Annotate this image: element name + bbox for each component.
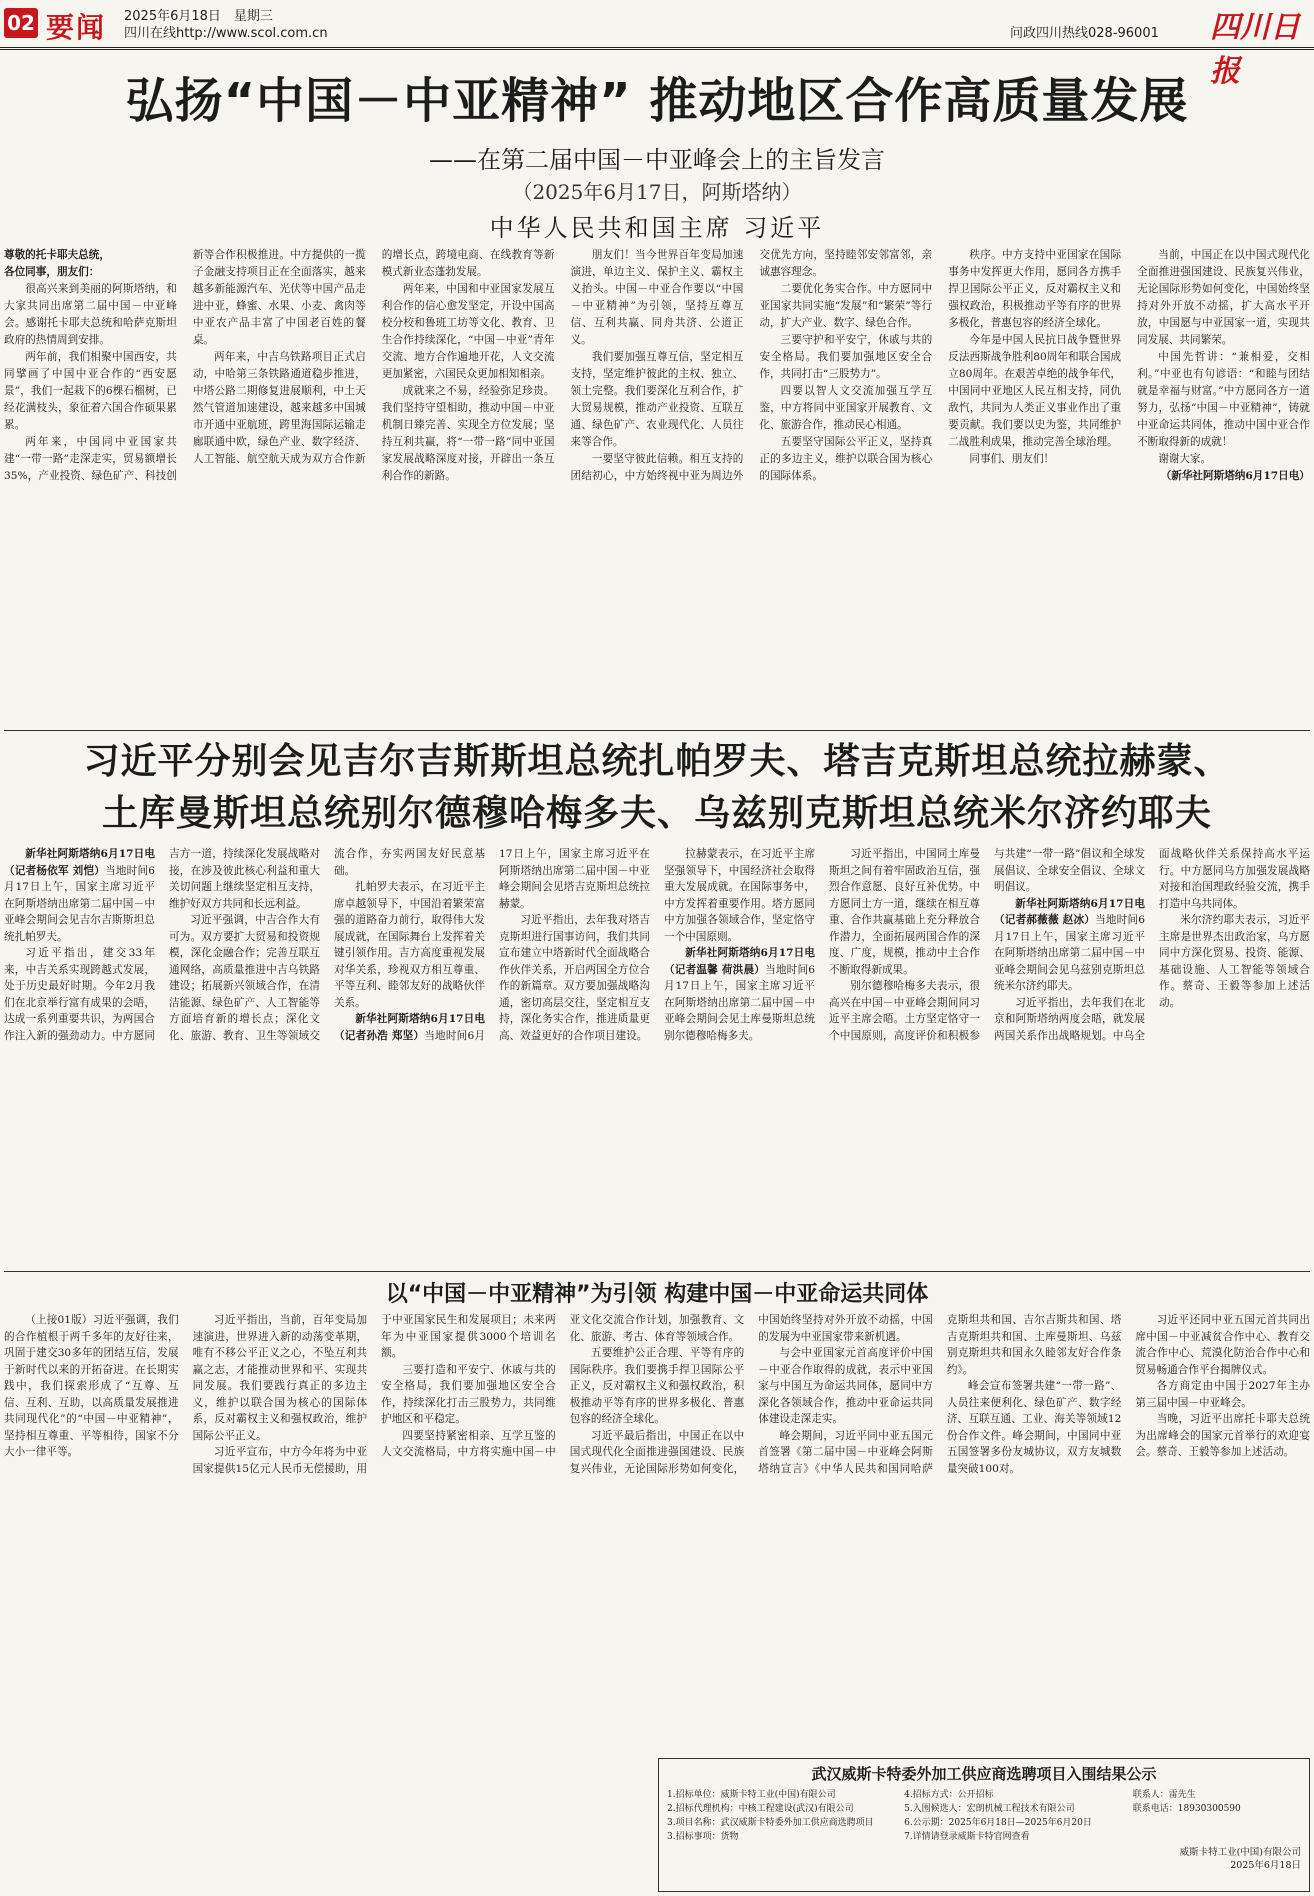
meetings-body: [4, 846, 1310, 1266]
dateline: 新华社阿斯塔纳6月17日电（记者温馨 荷洪晨）: [664, 947, 815, 976]
notice-line: 联系人：雷先生: [1132, 1790, 1196, 1800]
notice-footer-line: 威斯卡特工业(中国)有限公司: [1179, 1847, 1301, 1858]
divider: [4, 1271, 1310, 1272]
headline-meetings-line2: 土库曼斯坦总统别尔德穆哈梅多夫、乌兹别克斯坦总统米尔济约耶夫: [101, 793, 1212, 834]
divider: [4, 730, 1310, 731]
paragraph: 我们要加强互尊互信，坚定相互支持，坚定维护彼此的主权、独立、领土完整。我们要深化互利合作，扩大贸易规模，推动产业投资、互联互通、绿色矿产、农业现代化、人员往来等合作。: [570, 351, 744, 448]
paragraph: 两年前，我们相聚中国西安，共同擘画了中国中亚合作的“西安愿景”，我们一起栽下的6棵石榴树，已经花满枝头，象征着六国合作硕果累累。: [4, 351, 177, 431]
paragraph: 秩序。中方支持中亚国家在国际事务中发挥更大作用，愿同各方携手捍卫国际公平正义，反对霸权主义和强权政治，积极推动平等有序的世界多极化，普惠包容的经济全球化。: [948, 249, 1122, 329]
paragraph: 三要守护和平安宁，休戚与共的安全格局。我们要加强地区安全合作，共同打击“三股势力”。: [759, 334, 933, 380]
issue-date: 2025年6月18日 星期三: [124, 9, 273, 24]
page-header: [0, 0, 1314, 89]
paragraph: 当晚，习近平出席托卡耶夫总统为出席峰会的国家元首举行的欢迎宴会。蔡奇、王毅等参加上述活动。: [1135, 1413, 1310, 1458]
section-title: 要闻: [46, 11, 107, 44]
paragraph: 峰会宣布签署共建“一带一路”、人员往来便利化、绿色矿产、数字经济、互联互通、工业、海关等领域12份合作文件。峰会期间，中国同中亚五国签署多份友城协议，双方友城数量突破100对。: [946, 1380, 1122, 1475]
paragraph: 四要以智人文交流加强互学互鉴，中方将同中亚国家开展教育、文化、旅游合作，推动民心相通。: [759, 385, 933, 431]
paragraph: 谢谢大家。: [1158, 453, 1212, 465]
paragraph: 拉赫蒙表示，在习近平主席坚强领导下，中国经济社会取得重大发展成就。在国际事务中，中方发挥着重要作用。塔方愿同中方加强各领域合作，坚定恪守一个中国原则。: [664, 848, 815, 943]
speech-author: 中华人民共和国主席 习近平: [489, 214, 825, 242]
notice-col-3: [1133, 1788, 1301, 1844]
paragraph: 新华社阿斯塔纳6月17日电（记者孙浩 郑坚）当地时间6月17日上午，国家主席习近平在阿斯塔纳出席第二届中国－中亚峰会期间会见塔吉克斯坦总统拉赫蒙。: [334, 848, 650, 1042]
speech-body: [4, 247, 1310, 727]
paragraph: 三要打造和平安宁、休戚与共的安全格局，我们要加强地区安全合作，持续深化打击三股势力，共同维护地区和平稳定。: [381, 1363, 556, 1425]
paragraph: 习近平指出，去年我们在北京和阿斯塔纳两度会晤，就发展两国关系作出战略规划。中乌全面战略伙伴关系保持高水平运行。中方愿同乌方加强发展战略对接和治国理政经验交流，携手打造中乌共同体。: [994, 848, 1310, 1042]
notice-line: 3.项目名称：武汉威斯卡特委外加工供应商选聘项目: [667, 1818, 874, 1828]
paragraph: 成就来之不易，经验弥足珍贵。我们坚持守望相助，推动中国－中亚机制日臻完善、实现全方位发展；坚持互利共赢，将“一带一路”同中亚国家发展战略深度对接，开辟出一条互利合作的新路。: [381, 385, 555, 482]
headline-continued: 以“中国－中亚精神”为引领 构建中国－中亚命运共同体: [385, 1282, 929, 1307]
headline-meetings-line1: 习近平分别会见吉尔吉斯斯坦总统扎帕罗夫、塔吉克斯坦总统拉赫蒙、: [83, 741, 1231, 782]
paragraph: 各方商定由中国于2027年主办第三届中国－中亚峰会。: [1135, 1380, 1310, 1409]
notice-line: 5.入围候选人：宏朗机械工程技术有限公司: [904, 1804, 1075, 1814]
paragraph: 习近平最后指出，中国正在以中国式现代化全面推进强国建设、民族复兴伟业，无论国际形势如何变化，中国始终坚持对外开放不动摇，中国的发展为中亚国家带来新机遇。: [569, 1314, 933, 1475]
paragraph: 两年来，中吉乌铁路项目正式启动，中哈第三条铁路通道稳步推进，中塔公路二期修复进展顺利，中土天然气管道加速建设，越来越多中国城市开通中亚航班，跨里海国际运输走廊联通中欧，绿色产业、数字经济、人工智能、航空航天成为双方合作新的增长点，跨境电商、在线教育等新模式新业态蓬勃发展。: [192, 249, 555, 465]
headline-subtitle: ——在第二届中国－中亚峰会上的主旨发言: [429, 146, 885, 174]
notice-line: 6.公示期：2025年6月18日—2025年6月20日: [904, 1818, 1092, 1828]
paragraph: 米尔济约耶夫表示，习近平主席是世界杰出政治家，乌方愿同中方深化贸易、投资、能源、基础设施、人工智能等领域合作。蔡奇、王毅等参加上述活动。: [1159, 914, 1310, 1009]
hotline: 问政四川热线028-96001: [1010, 26, 1159, 41]
paragraph: 五要维护公正合理、平等有序的国际秩序。我们要携手捍卫国际公平正义，反对霸权主义和强权政治，积极推动平等有序的世界多极化、普惠包容的经济全球化。: [569, 1347, 745, 1425]
paragraph: 习近平强调，中吉合作大有可为。双方要扩大贸易和投资规模，深化金融合作；完善互联互通网络，高质量推进中吉乌铁路建设；拓展新兴领域合作，在清洁能源、绿色矿产、人工智能等方面培育新的增长点；深化文化、旅游、教育、卫生等领域交流合作，夯实两国友好民意基础。: [169, 848, 485, 1042]
paragraph: 两年来，中国同中亚国家共建“一带一路”走深走实，贸易额增长35%，产业投资、绿色矿产、科技创新等合作积极推进。中方提供的一揽子金融支持项目正在全面落实，越来越多新能源汽车、光伏等中国产品走进中亚，蜂蜜、水果、小麦、禽肉等中亚农产品丰富了中国老百姓的餐桌。: [4, 249, 366, 482]
paragraph: 今年是中国人民抗日战争暨世界反法西斯战争胜利80周年和联合国成立80周年。在艰苦卓绝的战争年代，中国同中亚地区人民互相支持，同仇敌忾，共同为人类正义事业作出了重要贡献。我们要以史为鉴，共同维护二战胜利成果，推动完善全球治理。: [948, 334, 1122, 448]
salutation: 尊敬的托卡耶夫总统，: [4, 249, 110, 261]
paragraph: 峰会期间，习近平同中亚五国元首签署《第二届中国－中亚峰会阿斯塔纳宣言》《中华人民共和国同哈萨克斯坦共和国、吉尔吉斯共和国、塔吉克斯坦共和国、土库曼斯坦、乌兹别克斯坦共和国永久睦邻友好合作条约》。: [758, 1314, 1122, 1475]
site-url[interactable]: 四川在线http://www.scol.com.cn: [124, 26, 328, 41]
dateline: 新华社阿斯塔纳6月17日电（记者孙浩 郑坚）: [334, 1013, 485, 1042]
paragraph: 两年来，中国和中亚国家发展互利合作的信心愈发坚定，开设中国高校分校和鲁班工坊等文化、教育、卫生合作持续深化，“中国－中亚”青年交流、地方合作遍地开花，人文交流更加紧密，六国民众更加相知相亲。: [381, 283, 555, 380]
source-line: （新华社阿斯塔纳6月17日电）: [1160, 470, 1310, 482]
paragraph: （上接01版）习近平强调，我们的合作植根于两千多年的友好往来，巩固于建交30多年的团结互信，发展于新时代以来的开拓奋进。在长期实践中，我们探索形成了“互尊、互信、互利、互助，以高质量发展推进共同现代化”的“中国－中亚精神”，坚持相互尊重、平等相待，国家不分大小一律平等。: [4, 1314, 179, 1458]
notice-line: 2.招标代理机构：中核工程建设(武汉)有限公司: [667, 1804, 854, 1814]
notice-line: 联系电话：18930300590: [1132, 1804, 1241, 1814]
notice-col-1: [667, 1788, 894, 1844]
dateline: 新华社阿斯塔纳6月17日电（记者郝薇薇 赵冰）: [994, 897, 1145, 926]
paragraph: 习近平指出，中国同土库曼斯坦之间有着牢固政治互信，强烈合作意愿、良好互补优势。中方愿同土方一道，继续在相互尊重、合作共赢基础上充分释放合作潜力，全面拓展两国合作的深度、广度，规模，推动中土合作不断取得新成果。: [829, 848, 980, 976]
notice-line: 3.招标事项：货物: [667, 1832, 739, 1842]
paragraph: 习近平指出，去年我对塔吉克斯坦进行国事访问，我们共同宣布建立中塔新时代全面战略合作伙伴关系，开启两国全方位合作的新篇章。双方要加强战略沟通，密切高层交往，坚定相互支持，深化务实合作，推进质量更高、效益更好的合作项目建设。: [499, 914, 650, 1042]
notice-footer: [667, 1846, 1301, 1872]
paragraph: 中国先哲讲：“兼相爱，交相利。”中亚也有句谚语：“和睦与团结就是幸福与财富。”中方愿同各方一道努力，弘扬“中国－中亚精神”，铸就中亚命运共同体，推动中国中亚合作不断取得新的成就！: [1137, 351, 1310, 448]
header-dateline: [124, 8, 328, 42]
newspaper-logo: 四川日报: [1210, 10, 1300, 89]
paragraph: 习近平指出，当前，百年变局加速演进，世界进入新的动荡变革期，唯有不移公平正义之心，不坠互利共赢之志，才能推动世界和平、实现共同发展。我们要践行真正的多边主义，维护以联合国为核心的国际体系，反对霸权主义和强权政治，维护国际公平正义。: [192, 1314, 368, 1442]
paragraph: 新华社阿斯塔纳6月17日电（记者郝薇薇 赵冰）当地时间6月17日上午，国家主席习近平在阿斯塔纳出席第二届中国－中亚峰会期间会见乌兹别克斯坦总统米尔济约耶夫。: [994, 897, 1145, 992]
paragraph: 当前，中国正在以中国式现代化全面推进强国建设、民族复兴伟业，无论国际形势如何变化，中国始终坚持对外开放不动摇，扩大高水平开放，中国愿与中亚国家一道，实现共同发展、共同繁荣。: [1137, 249, 1310, 346]
paragraph: 朋友们！当今世界百年变局加速演进，单边主义、保护主义、霸权主义抬头。中国－中亚合作要以“中国－中亚精神”为引领，坚持互尊互信、互利共赢、同舟共济、公道正义。: [570, 249, 744, 346]
headline-meetings: [0, 736, 1314, 840]
salutation: 各位同事，朋友们：: [4, 266, 100, 278]
paragraph: 五要坚守国际公平正义，坚持真正的多边主义，维护以联合国为核心的国际体系。: [759, 436, 933, 482]
paragraph: 别尔德穆哈梅多夫表示，很高兴在中国－中亚峰会期间同习近平主席会晤。土方坚定恪守一个中国原则，高度评价和积极参与共建“一带一路”倡议和全球发展倡议、全球安全倡议、全球文明倡议。: [829, 848, 1145, 1042]
paragraph: 新华社阿斯塔纳6月17日电（记者温馨 荷洪晨）当地时间6月17日上午，国家主席习近平在阿斯塔纳出席第二届中国－中亚峰会期间会见土库曼斯坦总统别尔德穆哈梅多夫。: [664, 947, 815, 1042]
notice-line: 4.招标方式：公开招标: [904, 1790, 994, 1800]
dateline: 新华社阿斯塔纳6月17日电（记者杨依军 刘恺）: [4, 848, 155, 877]
paragraph: 新华社阿斯塔纳6月17日电（记者杨依军 刘恺）当地时间6月17日上午，国家主席习近平在阿斯塔纳出席第二届中国－中亚峰会期间会见吉尔吉斯斯坦总统扎帕罗夫。: [4, 848, 155, 943]
notice-title: 武汉威斯卡特委外加工供应商选聘项目入围结果公示: [811, 1765, 1157, 1783]
notice-line: 1.招标单位：威斯卡特工业(中国)有限公司: [667, 1790, 836, 1800]
paragraph: 四要坚持紧密相亲、互学互鉴的人文交流格局，中方将实施中国－中亚文化交流合作计划，加强教育、文化、旅游、考古、体育等领域合作。: [381, 1314, 745, 1458]
procurement-notice: [658, 1758, 1310, 1892]
paragraph: 与会中亚国家元首高度评价中国－中亚合作取得的成就，表示中亚国家与中国互为命运共同体，愿同中方深化各领域合作，推动中亚命运共同体建设走深走实。: [758, 1347, 933, 1425]
paragraph: 很高兴来到美丽的阿斯塔纳，和大家共同出席第二届中国－中亚峰会。感谢托卡耶夫总统和哈萨克斯坦政府的热情周到安排。: [4, 283, 177, 346]
notice-line: 7.详情请登录威斯卡特官网查看: [904, 1832, 1030, 1842]
speech-date: （2025年6月17日，阿斯塔纳）: [512, 180, 802, 204]
headline-main: 弘扬“中国－中亚精神” 推动地区合作高质量发展: [125, 73, 1189, 129]
paragraph: 二要优化务实合作。中方愿同中亚国家共同实施“发展”和“繁荣”等行动，扩大产业、数字、绿色合作。: [759, 283, 933, 329]
paragraph: 习近平指出，建交33年来，中吉关系实现跨越式发展，处于历史最好时期。今年2月我们在北京举行富有成果的会晤，达成一系列重要共识，为两国合作注入新的强劲动力。中方愿同吉方一道，持续深化发展战略对接，在涉及彼此核心利益和重大关切问题上继续坚定相互支持，维护好双方共同和长远利益。: [4, 848, 320, 1042]
paragraph: 习近平宣布，中方今年将为中亚国家提供15亿元人民币无偿援助，用于中亚国家民生和发展项目；未来两年为中亚国家提供3000个培训名额。: [192, 1314, 556, 1475]
page-number: 02: [4, 8, 38, 38]
notice-footer-line: 2025年6月18日: [1230, 1860, 1301, 1871]
paragraph: 扎帕罗夫表示，在习近平主席卓越领导下，中国沿着繁荣富强的道路奋力前行，取得伟大发展成就，在国际舞台上发挥着关键引领作用。吉方高度重视发展对华关系，珍视双方相互尊重、平等互利、睦邻友好的战略伙伴关系。: [334, 881, 485, 1009]
paragraph: 同事们、朋友们！: [969, 453, 1055, 465]
paragraph: 习近平还同中亚五国元首共同出席中国－中亚减贫合作中心、教育交流合作中心、荒漠化防治合作中心和贸易畅通合作平台揭牌仪式。: [1135, 1314, 1310, 1376]
paragraph: 一要坚守彼此信赖。相互支持的团结初心，中方始终视中亚为周边外交优先方向，坚持睦邻安邻富邻，亲诚惠容理念。: [570, 249, 933, 482]
notice-col-2: [904, 1788, 1123, 1844]
